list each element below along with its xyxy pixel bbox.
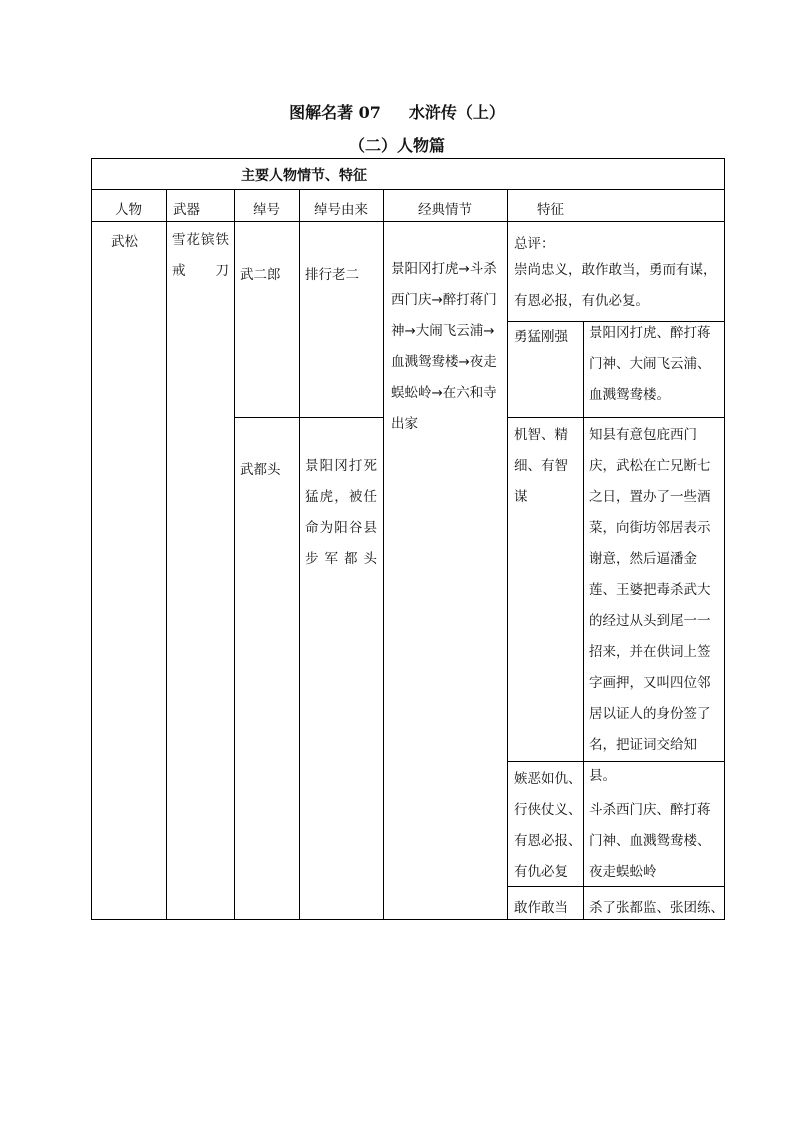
- trait-2-evidence: 知县有意包庇西门庆，武松在亡兄断七之日，置办了一些酒菜，向街坊邻居表示谢意，然后逼潘金莲、王婆把毒杀武大的经过从头到尾一一招来，并在供词上签字画押，又叫四位邻居以证人的身份签了名，把证词交给知县。: [589, 427, 711, 784]
- character-table: [91, 158, 725, 920]
- page-title: [0, 100, 794, 123]
- trait-4: 敢作敢当: [514, 900, 568, 916]
- table-caption: 主要人物情节、特征: [241, 168, 367, 184]
- classic-plot: 景阳冈打虎→斗杀西门庆→醉打蒋门神→大闹飞云浦→血溅鸳鸯楼→夜走蜈蚣岭→在六和寺出家: [391, 261, 497, 432]
- title-left: 图解名著 07: [289, 103, 381, 122]
- column-header-plot: 经典情节: [418, 202, 472, 218]
- section-subtitle: （二）人物篇: [348, 136, 445, 155]
- column-header-weapon: 武器: [173, 202, 200, 218]
- title-right: 水浒传（上）: [408, 103, 505, 122]
- trait-1-evidence: 景阳冈打虎、醉打蒋门神、大闹飞云浦、血溅鸳鸯楼。: [589, 325, 711, 403]
- trait-3-evidence: 斗杀西门庆、醉打蒋门神、血溅鸳鸯楼、夜走蜈蚣岭: [589, 802, 711, 880]
- trait-3: 嫉恶如仇、行侠仗义、有恩必报、有仇必复: [514, 771, 582, 880]
- column-header-nickname-origin: 绰号由来: [314, 202, 368, 218]
- weapon-name: 雪花镔铁戒刀: [172, 232, 229, 279]
- person-name: 武松: [111, 234, 138, 250]
- nickname-2-origin: 景阳冈打死猛虎，被任命为阳谷县步军都头: [305, 458, 377, 567]
- trait-1: 勇猛刚强: [514, 329, 568, 345]
- column-header-traits: 特征: [537, 202, 564, 218]
- trait-4-evidence: 杀了张都监、张团练、: [589, 900, 724, 916]
- trait-2: 机智、精细、有智谋: [514, 427, 568, 505]
- column-header-person: 人物: [115, 202, 142, 218]
- column-header-nickname: 绰号: [253, 202, 280, 218]
- nickname-1: 武二郎: [240, 267, 281, 283]
- nickname-2: 武都头: [240, 462, 281, 478]
- summary-text: 崇尚忠义，敢作敢当，勇而有谋，有恩必报，有仇必复。: [514, 262, 717, 309]
- nickname-1-origin: 排行老二: [305, 267, 359, 283]
- summary-label: 总评：: [514, 236, 555, 252]
